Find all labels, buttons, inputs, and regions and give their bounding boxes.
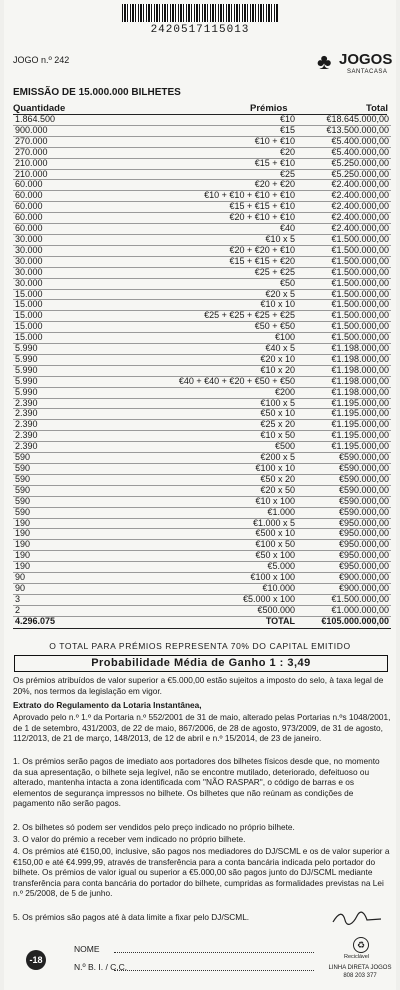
table-row: [13, 256, 391, 267]
table-row: [13, 267, 391, 278]
rule-1: 1. Os prémios serão pagos de imediato aos portadores dos bilhetes físicos desde que, no momento da sua apresentação, o bilhete seja legível, não se encontre mutilado, deteriorado, defeituoso ou alterado, mantenha intacta a zona identificada com "NÃO RASPAR", o código de barras e os elementos de segurança impressos no bilhete. Os bilhetes que não reúnam as condições de pagamento não serão pagos.: [13, 756, 380, 809]
prize-quantity: 190: [13, 540, 117, 551]
prize-quantity: 3: [13, 594, 117, 605]
prize-total: €1.195.000,00: [301, 409, 391, 420]
jogos-santacasa-logo: [317, 49, 397, 79]
prize-total: €2.400.000,00: [301, 213, 391, 224]
recycle-icon: ♻: [353, 937, 369, 953]
prize-total: €1.198.000,00: [301, 344, 391, 355]
prize-value: €25 + €25: [117, 267, 301, 278]
prize-total: €1.500.000,00: [301, 333, 391, 344]
table-row: [13, 529, 391, 540]
prize-total: €590.000,00: [301, 453, 391, 464]
prize-total: €950.000,00: [301, 551, 391, 562]
prize-value: €20: [117, 147, 301, 158]
prize-total: €1.500.000,00: [301, 322, 391, 333]
prize-quantity: 5.990: [13, 365, 117, 376]
clover-icon: ♣: [317, 49, 332, 74]
prize-quantity: 2.390: [13, 409, 117, 420]
logo-sub: SANTACASA: [347, 69, 388, 75]
table-row: [13, 573, 391, 584]
prize-quantity: 30.000: [13, 234, 117, 245]
total-note: O TOTAL PARA PRÉMIOS REPRESENTA 70% DO CAPITAL EMITIDO: [49, 641, 351, 651]
prize-quantity: 60.000: [13, 191, 117, 202]
prize-value: €20 + €20 + €10: [117, 245, 301, 256]
table-row: [13, 453, 391, 464]
table-row: [13, 191, 391, 202]
prize-quantity: 900.000: [13, 125, 117, 136]
table-row: [13, 605, 391, 616]
prize-quantity: 15.000: [13, 289, 117, 300]
prize-value: €10 + €10: [117, 136, 301, 147]
table-row: [13, 583, 391, 594]
prize-quantity: 190: [13, 529, 117, 540]
prize-quantity: 30.000: [13, 278, 117, 289]
prize-quantity: 60.000: [13, 224, 117, 235]
name-label: NOME: [74, 944, 100, 954]
prize-quantity: 2.390: [13, 431, 117, 442]
prize-quantity: 2.390: [13, 442, 117, 453]
table-row: [13, 398, 391, 409]
totals-amount: €105.000.000,00: [301, 616, 391, 628]
prize-value: €40 + €40 + €20 + €50 + €50: [117, 376, 301, 387]
prize-value: €50: [117, 278, 301, 289]
table-row: [13, 420, 391, 431]
prize-value: €50 x 100: [117, 551, 301, 562]
prize-total: €590.000,00: [301, 485, 391, 496]
table-row: [13, 431, 391, 442]
hotline: [322, 964, 398, 980]
prize-quantity: 190: [13, 518, 117, 529]
table-row: [13, 365, 391, 376]
probability-box: Probabilidade Média de Ganho 1 : 3,49: [14, 655, 388, 672]
rule-3: 3. O valor do prémio a receber vem indicado no próprio bilhete.: [13, 834, 246, 844]
prize-total: €1.195.000,00: [301, 442, 391, 453]
prize-value: €50 x 10: [117, 409, 301, 420]
prize-total: €590.000,00: [301, 496, 391, 507]
game-number: JOGO n.º 242: [13, 55, 70, 65]
prize-quantity: 210.000: [13, 158, 117, 169]
table-row: [13, 485, 391, 496]
table-row: [13, 518, 391, 529]
tax-note: Os prémios atribuídos de valor superior a €5.000,00 estão sujeitos a imposto do selo, à taxa legal de 20%, nos termos da legislação em vigor.: [13, 675, 384, 696]
header-quantity: Quantidade: [13, 103, 66, 114]
prize-quantity: 60.000: [13, 180, 117, 191]
prize-quantity: 270.000: [13, 136, 117, 147]
prize-total: €5.250.000,00: [301, 158, 391, 169]
prize-total: €1.500.000,00: [301, 245, 391, 256]
prize-total: €950.000,00: [301, 540, 391, 551]
prize-total: €590.000,00: [301, 507, 391, 518]
table-row: [13, 344, 391, 355]
table-row: [13, 562, 391, 573]
table-row: [13, 474, 391, 485]
prize-value: €200 x 5: [117, 453, 301, 464]
prize-total: €5.250.000,00: [301, 169, 391, 180]
prize-quantity: 30.000: [13, 267, 117, 278]
prize-total: €590.000,00: [301, 474, 391, 485]
barcode-number: 2420517115013: [150, 24, 250, 36]
emission-title: EMISSÃO DE 15.000.000 BILHETES: [13, 87, 181, 98]
prize-value: €15 + €15 + €20: [117, 256, 301, 267]
prize-value: €500.000: [117, 605, 301, 616]
prize-quantity: 1.864.500: [13, 115, 117, 125]
table-row: [13, 289, 391, 300]
prize-value: €20 x 10: [117, 354, 301, 365]
prize-value: €5.000 x 100: [117, 594, 301, 605]
prize-quantity: 5.990: [13, 376, 117, 387]
prize-value: €10 x 50: [117, 431, 301, 442]
prize-value: €20 x 50: [117, 485, 301, 496]
table-row: [13, 245, 391, 256]
prize-value: €1.000: [117, 507, 301, 518]
prize-quantity: 5.990: [13, 354, 117, 365]
prize-value: €20 + €10 + €10: [117, 213, 301, 224]
prize-value: €10 + €10 + €10 + €10: [117, 191, 301, 202]
prize-total: €1.500.000,00: [301, 311, 391, 322]
prize-quantity: 60.000: [13, 213, 117, 224]
prize-total: €590.000,00: [301, 464, 391, 475]
table-row: [13, 551, 391, 562]
prize-quantity: 30.000: [13, 245, 117, 256]
prize-quantity: 2.390: [13, 398, 117, 409]
prize-total: €1.500.000,00: [301, 300, 391, 311]
prize-total: €1.500.000,00: [301, 594, 391, 605]
prize-quantity: 590: [13, 496, 117, 507]
table-row: [13, 387, 391, 398]
prize-value: €100 x 50: [117, 540, 301, 551]
prize-value: €20 x 5: [117, 289, 301, 300]
table-row: [13, 125, 391, 136]
lottery-ticket-back: [4, 0, 396, 990]
prize-quantity: 15.000: [13, 311, 117, 322]
prize-quantity: 5.990: [13, 387, 117, 398]
logo-brand: JOGOS: [339, 51, 393, 68]
totals-quantity: 4.296.075: [13, 616, 117, 628]
table-row: [13, 409, 391, 420]
table-row: [13, 354, 391, 365]
prize-value: €10 x 100: [117, 496, 301, 507]
prize-total: €1.195.000,00: [301, 420, 391, 431]
prize-total: €1.195.000,00: [301, 431, 391, 442]
rule-4: 4. Os prémios até €150,00, inclusive, são pagos nos mediadores do DJ/SCML e os de valor superior a €150,00 e até €4.999,99, através de transferência para a conta bancária indicada pelo portador do bilhete. Os prémios de valor igual ou superior a €5.000,00 são pagos junto do DJ/SCML mediante transferência para conta bancária do portador do bilhete, cumpridas as formalidades previstas na Lei n.º 25/2008, de 5 de junho.: [13, 846, 390, 899]
prize-total: €1.500.000,00: [301, 289, 391, 300]
prize-total: €1.500.000,00: [301, 234, 391, 245]
prize-total: €1.198.000,00: [301, 365, 391, 376]
table-row: [13, 442, 391, 453]
prize-table: [13, 115, 391, 629]
table-row: [13, 322, 391, 333]
prize-value: €40: [117, 224, 301, 235]
prize-quantity: 30.000: [13, 256, 117, 267]
table-row: [13, 224, 391, 235]
approval-text: Aprovado pelo n.º 1.º da Portaria n.º 552/2001 de 31 de maio, alterado pelas Portarias n.ºs 1048/2001, de 1 de setembro, 431/2003, de 22 de maio, 867/2006, de 28 de agosto, 973/2009, de 31 de agosto, 112/2013, de 21 de março, 148/2013, de 12 de abril e n.º 15/2014, de 23 de janeiro.: [13, 712, 391, 744]
table-row: [13, 311, 391, 322]
prize-total: €900.000,00: [301, 583, 391, 594]
prize-value: €100 x 10: [117, 464, 301, 475]
prize-total: €18.645.000,00: [301, 115, 391, 125]
prize-quantity: 15.000: [13, 322, 117, 333]
prize-value: €100 x 100: [117, 573, 301, 584]
table-row: [13, 136, 391, 147]
prize-value: €25: [117, 169, 301, 180]
prize-value: €500: [117, 442, 301, 453]
prize-quantity: 15.000: [13, 300, 117, 311]
table-row: [13, 234, 391, 245]
prize-quantity: 590: [13, 507, 117, 518]
prize-value: €10 x 20: [117, 365, 301, 376]
prize-value: €500 x 10: [117, 529, 301, 540]
prize-total: €900.000,00: [301, 573, 391, 584]
table-row: [13, 158, 391, 169]
prize-quantity: 190: [13, 562, 117, 573]
table-row: [13, 213, 391, 224]
table-row: [13, 594, 391, 605]
table-row: [13, 169, 391, 180]
prize-quantity: 190: [13, 551, 117, 562]
table-row: [13, 507, 391, 518]
rule-2: 2. Os bilhetes só podem ser vendidos pelo preço indicado no próprio bilhete.: [13, 822, 295, 832]
prize-quantity: 590: [13, 464, 117, 475]
prize-value: €15 + €10: [117, 158, 301, 169]
prize-total: €1.000.000,00: [301, 605, 391, 616]
name-field[interactable]: [114, 944, 314, 953]
prize-quantity: 60.000: [13, 202, 117, 213]
prize-value: €1.000 x 5: [117, 518, 301, 529]
table-row: [13, 496, 391, 507]
signature-icon: [331, 910, 383, 926]
age-restriction-icon: -18: [26, 950, 46, 970]
prize-total: €950.000,00: [301, 562, 391, 573]
prize-total: €2.400.000,00: [301, 202, 391, 213]
prize-value: €100 x 5: [117, 398, 301, 409]
prize-value: €25 x 20: [117, 420, 301, 431]
prize-quantity: 590: [13, 485, 117, 496]
prize-total: €2.400.000,00: [301, 224, 391, 235]
prize-total: €13.500.000,00: [301, 125, 391, 136]
header-total: Total: [366, 103, 388, 114]
prize-quantity: 590: [13, 474, 117, 485]
prize-total: €950.000,00: [301, 518, 391, 529]
table-row: [13, 278, 391, 289]
prize-value: €10: [117, 115, 301, 125]
prize-value: €10.000: [117, 583, 301, 594]
prize-value: €40 x 5: [117, 344, 301, 355]
prize-value: €50 + €50: [117, 322, 301, 333]
table-row: [13, 115, 391, 125]
prize-quantity: 590: [13, 453, 117, 464]
id-field[interactable]: [114, 962, 314, 971]
prize-value: €100: [117, 333, 301, 344]
prize-value: €15 + €15 + €10: [117, 202, 301, 213]
table-row: [13, 540, 391, 551]
prize-value: €5.000: [117, 562, 301, 573]
totals-row: [13, 616, 391, 628]
prize-total: €1.500.000,00: [301, 256, 391, 267]
prize-total: €5.400.000,00: [301, 136, 391, 147]
prize-value: €15: [117, 125, 301, 136]
recycle-label: Reciclável: [344, 954, 370, 960]
header-prizes: Prémios: [250, 103, 288, 114]
totals-label: TOTAL: [117, 616, 301, 628]
prize-total: €1.500.000,00: [301, 267, 391, 278]
rule-5: 5. Os prémios são pagos até à data limite a fixar pelo DJ/SCML.: [13, 912, 250, 922]
prize-total: €5.400.000,00: [301, 147, 391, 158]
prize-quantity: 90: [13, 573, 117, 584]
prize-quantity: 210.000: [13, 169, 117, 180]
extract-title: Extrato do Regulamento da Lotaria Instantânea,: [13, 700, 202, 710]
prize-quantity: 90: [13, 583, 117, 594]
prize-value: €10 x 5: [117, 234, 301, 245]
prize-quantity: 270.000: [13, 147, 117, 158]
prize-quantity: 15.000: [13, 333, 117, 344]
id-label: N.º B. I. / C.C.: [74, 962, 128, 972]
prize-quantity: 2.390: [13, 420, 117, 431]
table-row: [13, 147, 391, 158]
prize-value: €10 x 10: [117, 300, 301, 311]
barcode-icon: [122, 4, 278, 22]
table-row: [13, 202, 391, 213]
hotline-label: LINHA DIRETA JOGOS: [328, 965, 392, 971]
table-row: [13, 180, 391, 191]
prize-total: €1.500.000,00: [301, 278, 391, 289]
prize-total: €950.000,00: [301, 529, 391, 540]
table-row: [13, 300, 391, 311]
prize-total: €2.400.000,00: [301, 191, 391, 202]
prize-quantity: 2: [13, 605, 117, 616]
prize-total: €2.400.000,00: [301, 180, 391, 191]
table-row: [13, 333, 391, 344]
table-row: [13, 376, 391, 387]
prize-total: €1.198.000,00: [301, 376, 391, 387]
prize-value: €20 + €20: [117, 180, 301, 191]
table-row: [13, 464, 391, 475]
prize-total: €1.198.000,00: [301, 354, 391, 365]
hotline-number: 808 203 377: [343, 973, 377, 979]
prize-quantity: 5.990: [13, 344, 117, 355]
prize-value: €200: [117, 387, 301, 398]
prize-value: €50 x 20: [117, 474, 301, 485]
prize-total: €1.195.000,00: [301, 398, 391, 409]
prize-value: €25 + €25 + €25 + €25: [117, 311, 301, 322]
prize-total: €1.198.000,00: [301, 387, 391, 398]
